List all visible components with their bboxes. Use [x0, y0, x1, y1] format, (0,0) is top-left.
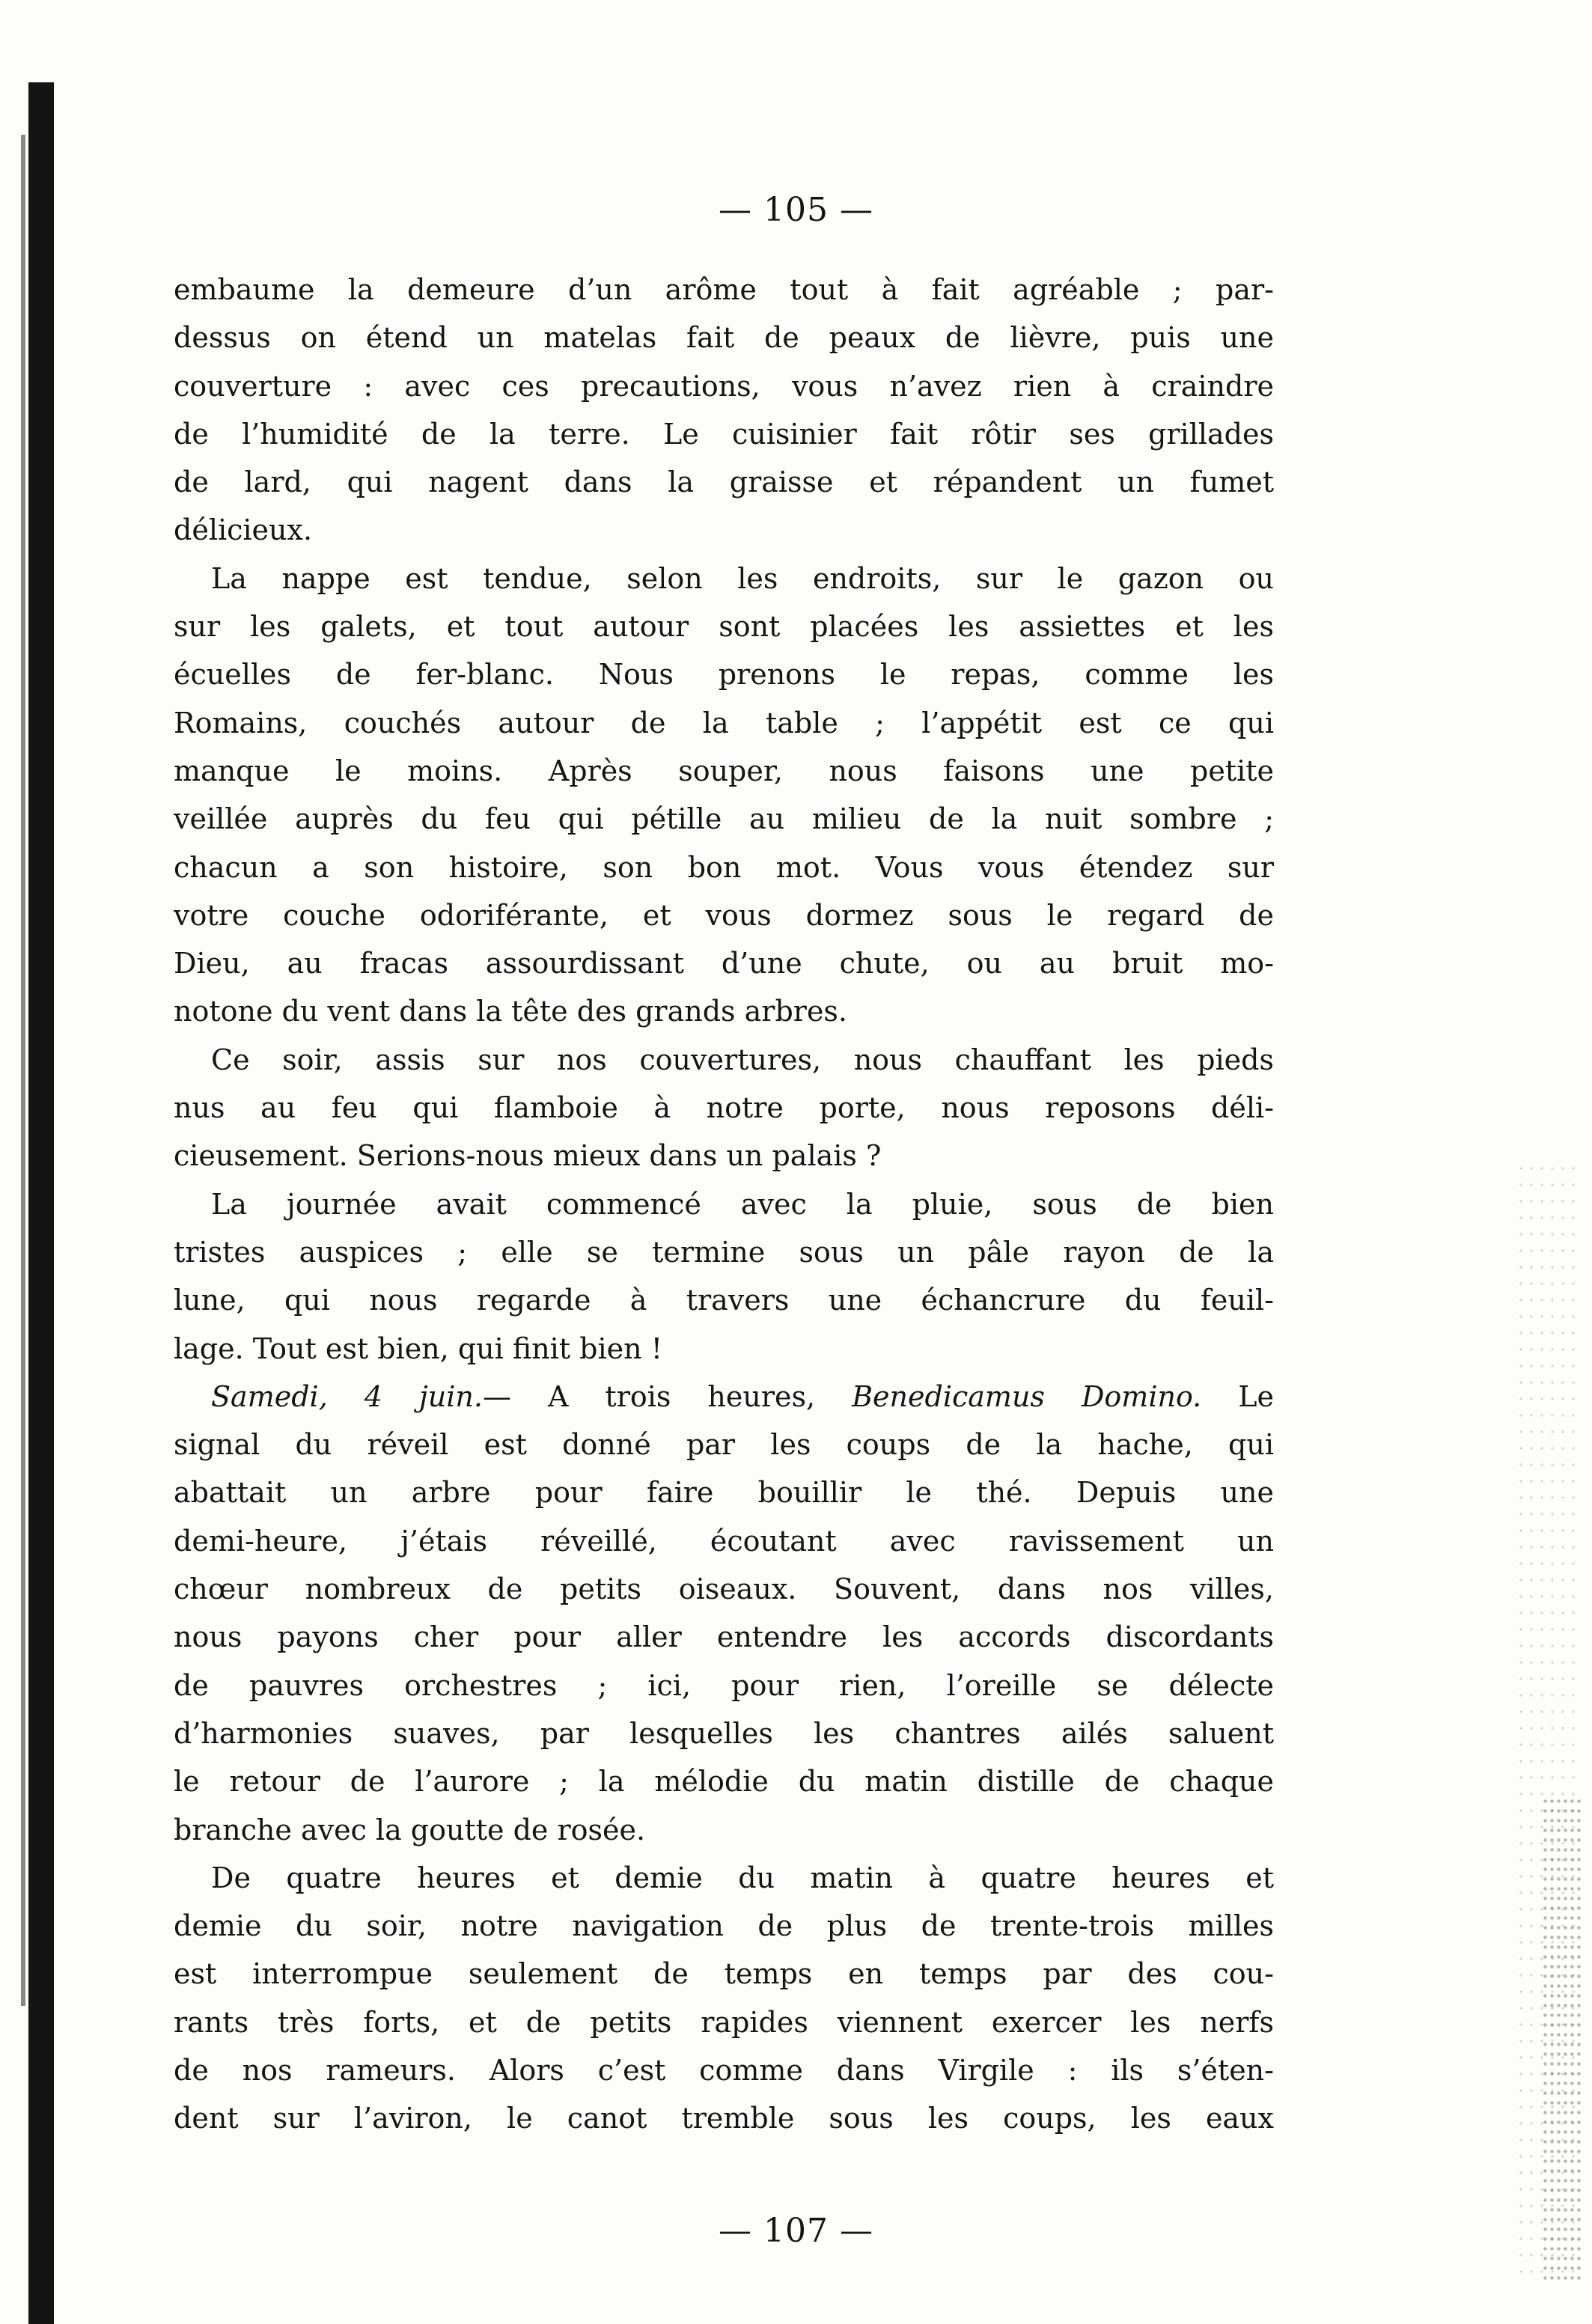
text-line: sur les galets, et tout autour sont placées les assiettes et les — [174, 610, 1274, 644]
text-line: couverture : avec ces precautions, vous n’avez rien à craindre — [174, 369, 1274, 403]
paragraph-start-line: De quatre heures et demie du matin à quatre heures et — [211, 1861, 1274, 1894]
binding-edge-line — [21, 135, 25, 2006]
text-line: votre couche odoriférante, et vous dormez sous le regard de — [174, 898, 1274, 932]
text-line: nus au feu qui flamboie à notre porte, nous reposons déli- — [174, 1091, 1274, 1125]
text-line: rants très forts, et de petits rapides viennent exercer les nerfs — [174, 2005, 1274, 2039]
text-line: dent sur l’aviron, le canot tremble sous les coups, les eaux — [174, 2102, 1274, 2135]
body-text — [174, 266, 1274, 2143]
text-line: de l’humidité de la terre. Le cuisinier fait rôtir ses grillades — [174, 417, 1274, 451]
entry-date: Samedi, 4 juin. — [211, 1379, 483, 1413]
text-line: délicieux. — [174, 513, 313, 547]
entry-text-end: Le — [1201, 1379, 1274, 1413]
text-line: est interrompue seulement de temps en temps par des cou- — [174, 1957, 1274, 1991]
text-line: Dieu, au fracas assourdissant d’une chute, ou au bruit mo- — [174, 947, 1274, 980]
text-line: d’harmonies suaves, par lesquelles les chantres ailés saluent — [174, 1716, 1274, 1750]
text-line: nous payons cher pour aller entendre les accords discordants — [174, 1620, 1274, 1654]
text-line: Romains, couchés autour de la table ; l’appétit est ce qui — [174, 706, 1274, 739]
text-line: embaume la demeure d’un arôme tout à fait agréable ; par- — [174, 273, 1274, 306]
text-line: chacun a son histoire, son bon mot. Vous vous étendez sur — [174, 850, 1274, 884]
text-line: cieusement. Serions-nous mieux dans un palais ? — [174, 1139, 882, 1173]
text-line: dessus on étend un matelas fait de peaux de lièvre, puis une — [174, 321, 1274, 355]
text-line: branche avec la goutte de rosée. — [174, 1813, 646, 1846]
paragraph-start-line: Ce soir, assis sur nos couvertures, nous chauffant les pieds — [211, 1043, 1274, 1076]
text-line: chœur nombreux de petits oiseaux. Souvent, dans nos villes, — [174, 1573, 1274, 1606]
text-line: lune, qui nous regarde à travers une échancrure du feuil- — [174, 1284, 1274, 1317]
text-line: signal du réveil est donné par les coups de la hache, qui — [174, 1428, 1274, 1462]
text-line: lage. Tout est bien, qui finit bien ! — [174, 1332, 662, 1365]
paragraph-start-line: La nappe est tendue, selon les endroits, sur le gazon ou — [211, 561, 1274, 595]
binding-edge-shadow — [28, 82, 54, 2324]
text-line: de nos rameurs. Alors c’est comme dans Virgile : ils s’éten- — [174, 2053, 1274, 2087]
text-line: de pauvres orchestres ; ici, pour rien, l’oreille se délecte — [174, 1668, 1274, 1702]
paragraph-start-line: La journée avait commencé avec la pluie, sous de bien — [211, 1187, 1274, 1221]
text-line: abattait un arbre pour faire bouillir le thé. Depuis une — [174, 1476, 1274, 1510]
text-line: veillée auprès du feu qui pétille au milieu de la nuit sombre ; — [174, 802, 1274, 836]
text-line: notone du vent dans la tête des grands arbres. — [174, 995, 848, 1028]
text-line: de lard, qui nagent dans la graisse et répandent un fumet — [174, 466, 1274, 499]
dated-entry-line — [174, 1373, 1274, 1421]
text-line: demie du soir, notre navigation de plus de trente-trois milles — [174, 1909, 1274, 1943]
entry-latin-phrase: Benedicamus Domino. — [852, 1379, 1202, 1413]
text-line: écuelles de fer-blanc. Nous prenons le repas, comme les — [174, 658, 1274, 692]
entry-text: — A trois heures, — [482, 1379, 853, 1413]
scan-noise-speckles-dense — [1542, 1796, 1583, 2283]
text-line: demi-heure, j’étais réveillé, écoutant avec ravissement un — [174, 1524, 1274, 1558]
text-line: manque le moins. Après souper, nous faisons une petite — [174, 754, 1274, 787]
page-number-bottom: — 107 — — [719, 2212, 873, 2250]
text-line: le retour de l’aurore ; la mélodie du matin distille de chaque — [174, 1765, 1274, 1799]
page-number-top: — 105 — — [719, 191, 873, 229]
text-line: tristes auspices ; elle se termine sous un pâle rayon de la — [174, 1235, 1274, 1269]
